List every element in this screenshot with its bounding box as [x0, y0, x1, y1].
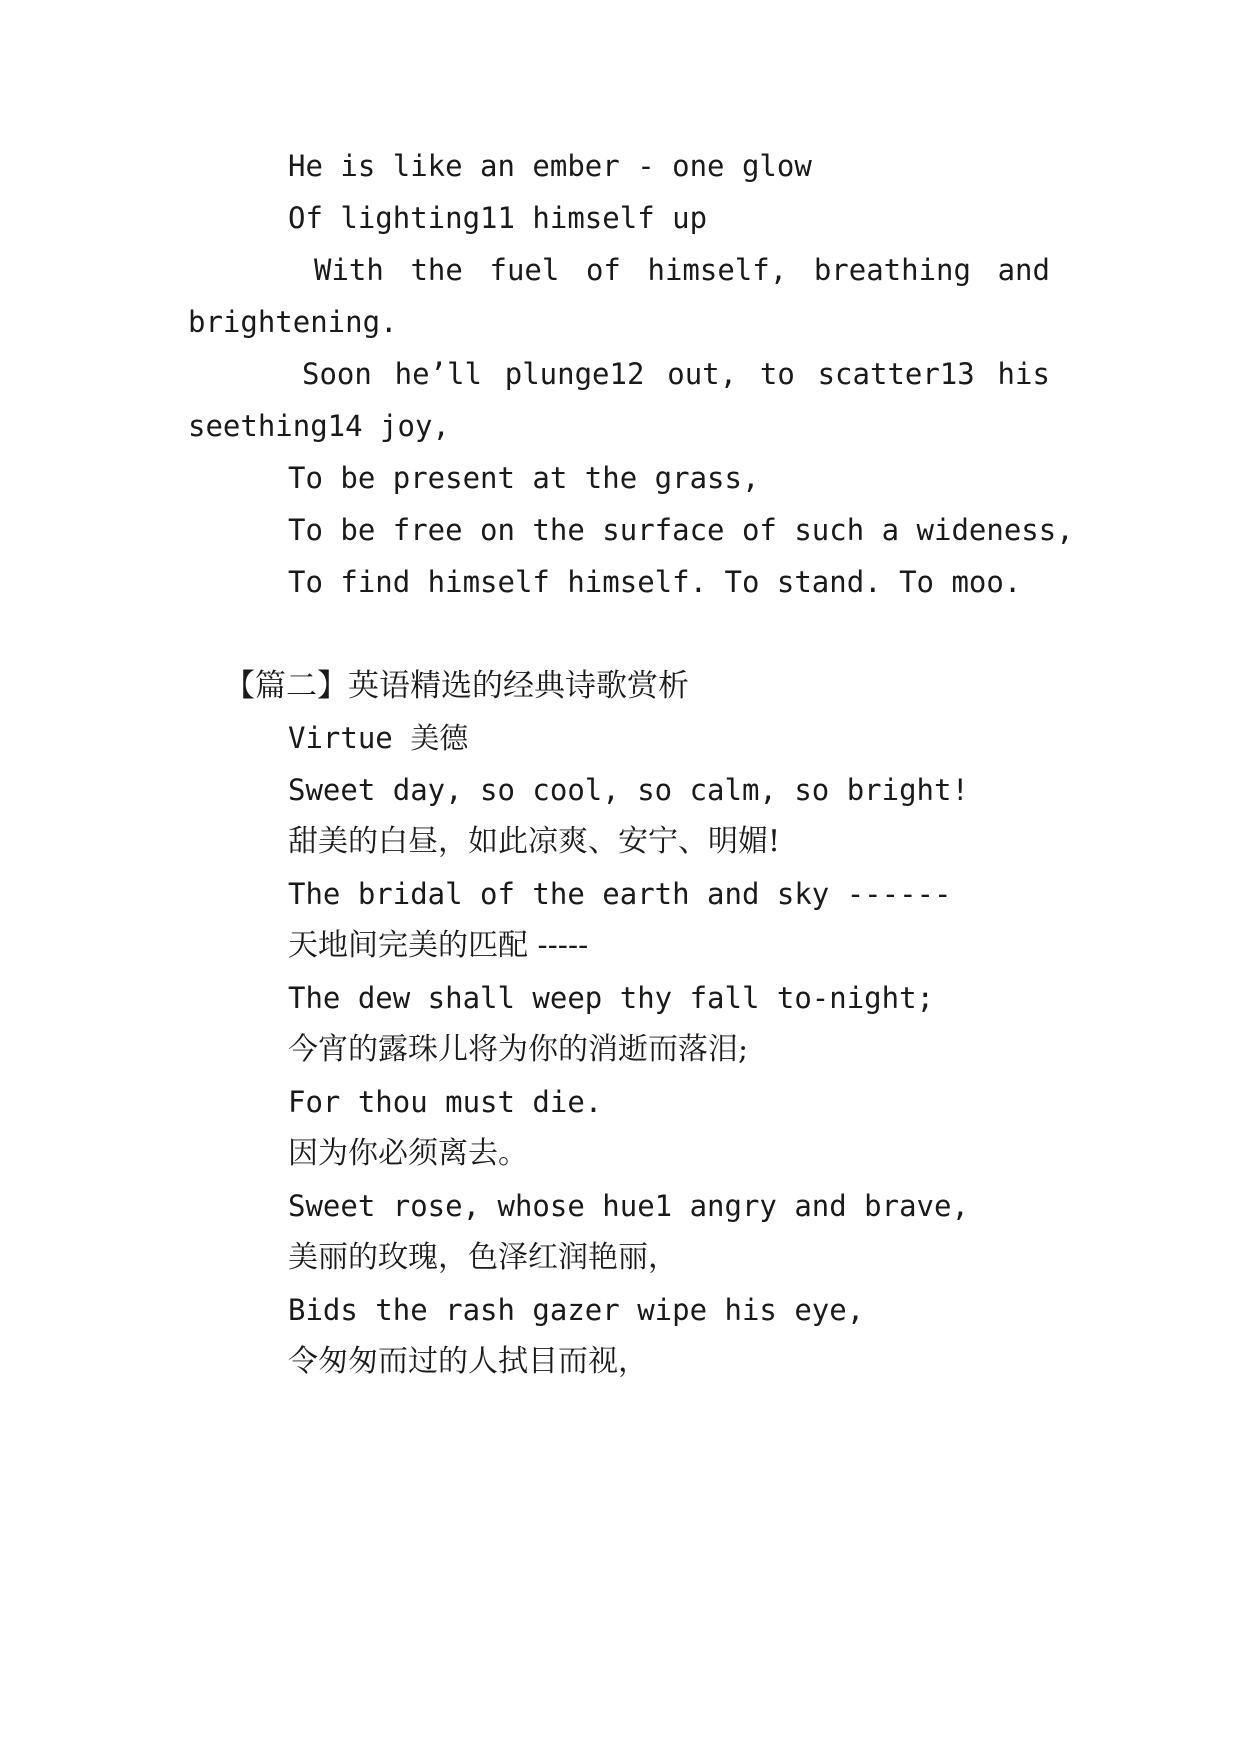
word: plunge12: [504, 357, 645, 391]
poem-line-en: Bids the rash gazer wipe his eye,: [288, 1293, 865, 1327]
poem-line-en: The bridal of the earth and sky ------: [288, 877, 952, 911]
poem-line-en: For thou must die.: [288, 1085, 603, 1119]
word: With: [314, 253, 384, 287]
poem-line-cn: 因为你必须离去。: [288, 1136, 528, 1171]
poem-line-en: The dew shall weep thy fall to-night;: [288, 981, 935, 1015]
poem-line-continuation: seething14 joy,: [188, 409, 450, 443]
poem-line-en: Sweet rose, whose hue1 angry and brave,: [288, 1189, 969, 1223]
word: to: [759, 357, 795, 391]
word: fuel: [489, 253, 560, 287]
poem-line-cn: 天地间完美的匹配 -----: [288, 928, 589, 963]
poem-line: To find himself himself. To stand. To moo.: [288, 565, 1022, 599]
poem-line-cn: 今宵的露珠儿将为你的消逝而落泪;: [288, 1032, 749, 1067]
word: Soon: [302, 357, 372, 391]
poem-line: Of lighting11 himself up: [288, 201, 708, 235]
poem-line-justified: [302, 354, 1050, 394]
poem-line-continuation: brightening.: [188, 305, 398, 339]
word: out,: [667, 357, 738, 391]
poem-line-cn: 美丽的玫瑰，色泽红润艳丽，: [288, 1240, 678, 1275]
word: of: [585, 253, 621, 287]
poem-line: To be free on the surface of such a wideness,: [288, 513, 1074, 547]
poem-line-cn: 令匆匆而过的人拭目而视，: [288, 1344, 648, 1379]
word: and: [997, 253, 1050, 287]
poem-line: To be present at the grass,: [288, 461, 760, 495]
poem-line-en: Sweet day, so cool, so calm, so bright!: [288, 773, 969, 807]
word: he’ll: [394, 357, 482, 391]
poem-line-justified: [314, 250, 1050, 290]
poem-line: He is like an ember - one glow: [288, 149, 812, 183]
poem-line-cn: 甜美的白昼，如此凉爽、安宁、明媚!: [288, 824, 781, 859]
word: himself,: [647, 253, 788, 287]
word: his: [997, 357, 1050, 391]
word: breathing: [813, 253, 971, 287]
word: scatter13: [817, 357, 975, 391]
word: the: [410, 253, 463, 287]
section-heading: 【篇二】英语精选的经典诗歌赏析: [224, 668, 689, 704]
poem-title: Virtue 美德: [288, 721, 469, 755]
